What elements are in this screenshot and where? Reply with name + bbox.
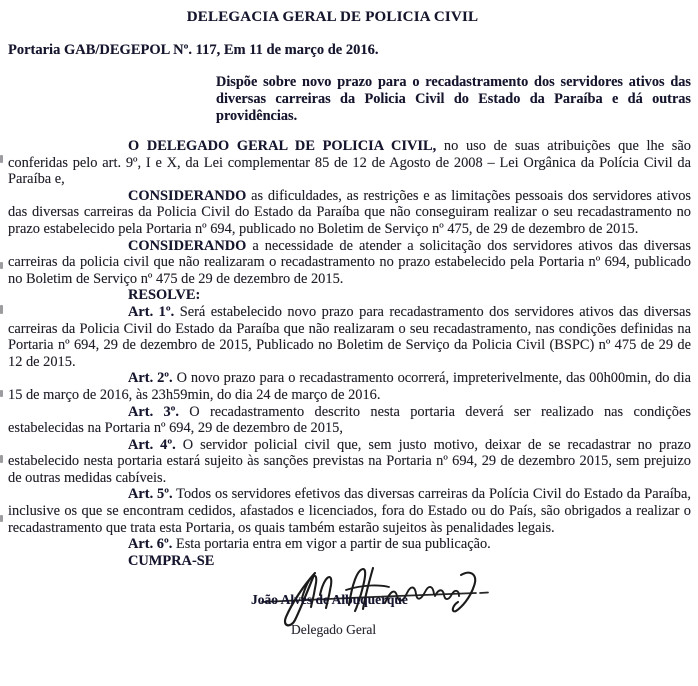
- body-paragraph: [8, 536, 691, 553]
- paragraph-text: no uso de suas atribuições que lhe são conferidas pelo art. 9º, I e X, da Lei complementar 85 de 12 de Agosto de 2008 – Lei Orgânica da Polícia Civil da Paraíba e,: [8, 138, 691, 188]
- scan-artifact: [0, 515, 3, 522]
- paragraph-text: Todos os servidores efetivos das diversas carreiras da Polícia Civil do Estado da Paraíba, inclusive os que se encontram cedidos, afastados e licenciados, fora do Estado ou do País, são obrigados a realizar o recadastramento que trata esta Portaria, os quais também estarão sujeitos às penalidades legais.: [8, 486, 691, 536]
- paragraph-lead: Art. 4º.: [128, 436, 176, 453]
- document-title: DELEGACIA GERAL DE POLICIA CIVIL: [186, 9, 479, 25]
- paragraph-lead: RESOLVE:: [128, 287, 201, 304]
- body-paragraph: [8, 486, 691, 536]
- portaria-reference-line: Portaria GAB/DEGEPOL Nº. 117, Em 11 de março de 2016.: [8, 42, 379, 58]
- paragraph-lead: Art. 1º.: [128, 303, 175, 320]
- body-paragraph: [8, 238, 691, 288]
- paragraph-lead: CUMPRA-SE: [128, 552, 215, 569]
- body-paragraph: [8, 370, 691, 403]
- body-paragraph: [8, 287, 691, 304]
- body-paragraph: [8, 404, 691, 437]
- paragraph-lead: Art. 3º.: [128, 403, 179, 420]
- paragraph-text: O novo prazo para o recadastramento ocorrerá, impreterivelmente, das 00h00min, do dia 15 de março de 2016, às 23h59min, do dia 24 de março de 2016.: [8, 370, 691, 403]
- paragraph-text: O recadastramento descrito nesta portaria deverá ser realizado nas condições estabelecidas na Portaria nº 694, 29 de dezembro de 2015,: [8, 403, 691, 437]
- body-paragraph: [8, 304, 691, 370]
- paragraph-text: as dificuldades, as restrições e as limitações pessoais dos servidores ativos das diversas carreiras da Policia Civil do Estado da Paraíba que não conseguiram realizar o seu recadastramento no prazo estabelecido pela Portaria nº 694, publicado no Boletim de Serviço nº 475, de 29 de dezembro de 2015.: [8, 187, 691, 237]
- paragraph-lead: CONSIDERANDO: [128, 187, 247, 204]
- paragraph-text: Esta portaria entra em vigor a partir de sua publicação.: [172, 536, 491, 553]
- scan-artifact: [0, 305, 3, 314]
- body-paragraph: [8, 188, 691, 238]
- paragraph-lead: Art. 2º.: [128, 370, 173, 387]
- body-paragraph: [8, 437, 691, 487]
- scan-artifact: [0, 262, 3, 269]
- signature-role: Delegado Geral: [291, 622, 377, 638]
- scan-artifact: [0, 390, 3, 397]
- paragraph-text: O servidor policial civil que, sem justo motivo, deixar de se recadastrar no prazo estabelecido nesta portaria estará sujeito às sanções previstas na Portaria nº 694, 29 de dezembro 2015, sem prejuizo de outras medidas cabíveis.: [8, 436, 691, 486]
- summary-ementa: Dispõe sobre novo prazo para o recadastramento dos servidores ativos das diversas carreiras da Policia Civil do Estado da Paraíba e dá outras providências.: [216, 74, 691, 124]
- paragraph-lead: CONSIDERANDO: [128, 237, 247, 254]
- scan-artifact: [0, 155, 3, 163]
- paragraph-lead: Art. 6º.: [128, 536, 173, 553]
- signature-name: João Alves de Albuquerque: [251, 592, 408, 608]
- paragraph-lead: Art. 5º.: [128, 486, 173, 503]
- scan-artifact: [0, 455, 3, 463]
- paragraph-text: Será estabelecido novo prazo para recadastramento dos servidores ativos das diversas carreiras da Policia Civil do Estado da Paraíba que não realizaram o seu recadastramento, nas condições definidas na Portaria nº 694, 29 de dezembro de 2015, Publicado no Boletim de Serviço da Policia Civil (BSPC) nº 475 de 29 de 12 de 2015.: [8, 303, 691, 370]
- body-paragraph: [8, 138, 691, 188]
- signature-block: [8, 570, 691, 662]
- paragraph-lead: O DELEGADO GERAL DE POLICIA CIVIL,: [128, 138, 437, 154]
- paragraph-text: a necessidade de atender a solicitação dos servidores ativos das diversas carreiras da policia civil que não realizaram o recadastramento no prazo estabelecido pela Portaria nº 694, publicado no Boletim de Serviço nº 475 de 29 de dezembro de 2015.: [8, 237, 691, 287]
- document-body: [8, 138, 691, 569]
